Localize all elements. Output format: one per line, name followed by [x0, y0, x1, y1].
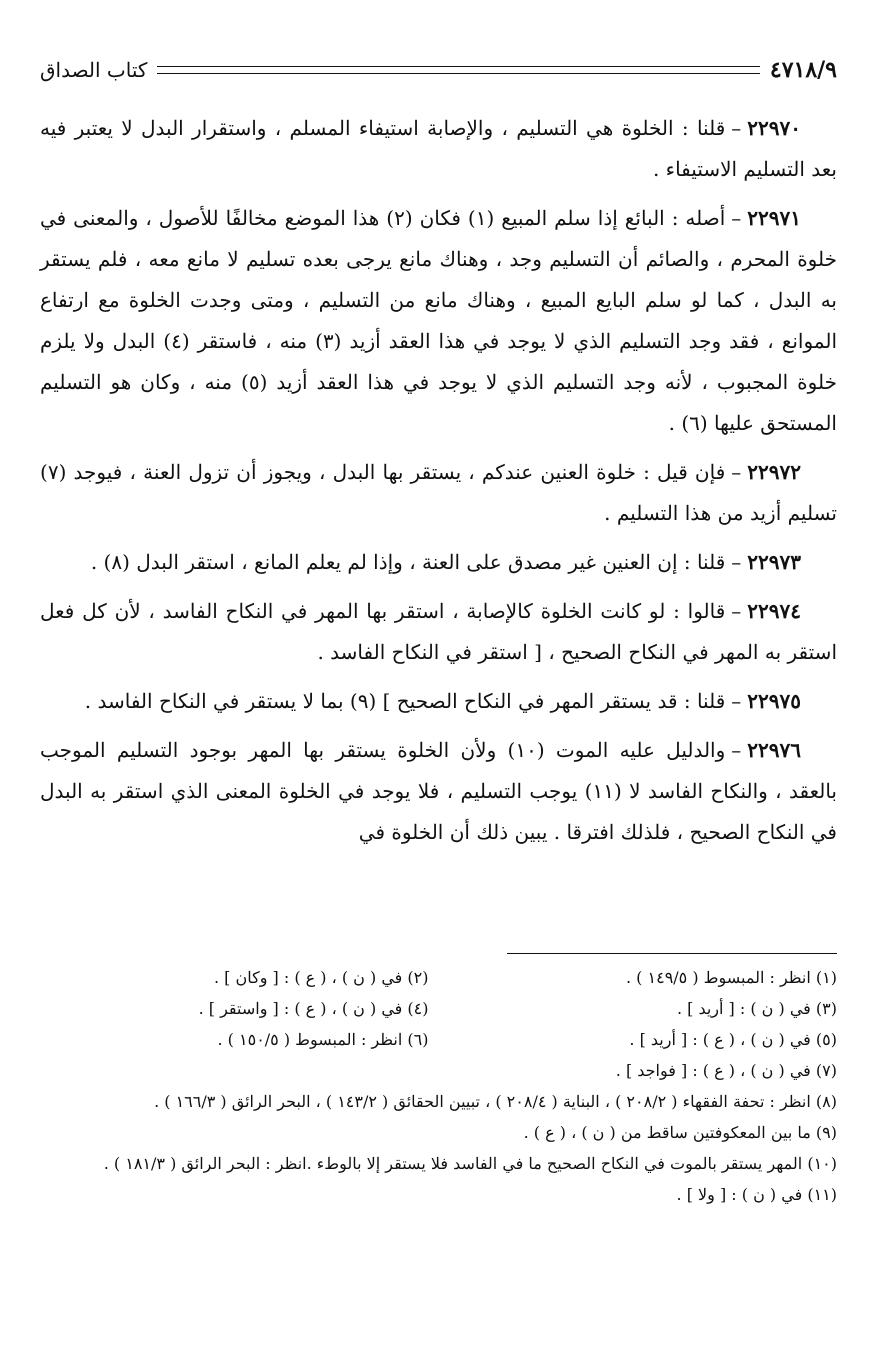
paragraph-text: قلنا : إن العنين غير مصدق على العنة ، وإذا لم يعلم المانع ، استقر البدل (٨) . [90, 550, 726, 574]
footnote: (٨) انظر : تحفة الفقهاء ( ٢٠٨/٢ ) ، البناية ( ٢٠٨/٤ ) ، تبيين الحقائق ( ١٤٣/٢ ) ، البحر الرائق ( ١٦٦/٣ ) . [154, 1092, 837, 1111]
footnote: (٧) في ( ن ) ، ( ع ) : [ فواجد ] . [615, 1061, 837, 1080]
header-rule [157, 66, 759, 74]
footnote: (٦) انظر : المبسوط ( ١٥٠/٥ ) . [217, 1030, 429, 1049]
paragraph-text: والدليل عليه الموت (١٠) ولأن الخلوة يستقر بها المهر بوجود التسليم الموجب بالعقد ، والنكاح الفاسد لا (١١) يوجب التسليم ، فلا يوجد في الخلوة المعنى الذي استقر به البدل في النكاح الصحيح ، فلذلك افترقا . يبين ذلك أن الخلوة في [40, 738, 838, 844]
paragraph-text: أصله : البائع إذا سلم المبيع (١) فكان (٢) هذا الموضع مخالفًا للأصول ، والمعنى في خلوة المحرم ، والصائم أن التسليم وجد ، وهناك مانع يرجى بعده تسليم لا مانع معه ، فلم يستقر به البدل ، كما لو سلم البايع المبيع ، وهناك مانع من التسليم ، ومتى وجدت الخلوة مع ارتفاع الموانع ، فقد وجد التسليم الذي لا يوجد في هذا العقد أزيد (٣) منه ، فاستقر (٤) البدل ولا يلزم خلوة المجبوب ، لأنه وجد التسليم الذي لا يوجد في هذا العقد أزيد (٥) منه ، وكان هو التسليم المستحق عليها (٦) . [40, 206, 838, 435]
paragraph-text: فإن قيل : خلوة العنين عندكم ، يستقر بها البدل ، ويجوز أن تزول العنة ، فيوجد (٧) تسليم أزيد من هذا التسليم . [40, 460, 837, 525]
footnotes-grid [40, 962, 837, 1086]
footnote-separator [507, 953, 837, 954]
footnote: (٥) في ( ن ) ، ( ع ) : [ أريد ] . [629, 1030, 837, 1049]
paragraph-text: قلنا : قد يستقر المهر في النكاح الصحيح ] (٩) بما لا يستقر في النكاح الفاسد . [84, 689, 726, 713]
footnote: (١) انظر : المبسوط ( ١٤٩/٥ ) . [626, 968, 837, 987]
page-number: ٤٧١٨/٩ [769, 57, 837, 83]
paragraph-number: ٢٢٩٧٤ [747, 599, 801, 623]
paragraph: ٢٢٩٧١–أصله : البائع إذا سلم المبيع (١) فكان (٢) هذا الموضع مخالفًا للأصول ، والمعنى في خلوة المحرم ، والصائم أن التسليم وجد ، وهناك مانع يرجى بعده تسليم لا مانع معه ، فلم يستقر به البدل ، كما لو سلم البايع المبيع ، وهناك مانع من التسليم ، ومتى وجدت الخلوة مع ارتفاع الموانع ، فقد وجد التسليم الذي لا يوجد في هذا العقد أزيد (٣) منه ، فاستقر (٤) البدل ولا يلزم خلوة المجبوب ، لأنه وجد التسليم الذي لا يوجد في هذا العقد أزيد (٥) منه ، وكان هو التسليم المستحق عليها (٦) . [40, 206, 838, 435]
paragraph-number: ٢٢٩٧٦ [747, 738, 801, 762]
footnotes [40, 962, 837, 1210]
main-text [40, 108, 837, 861]
paragraph-number: ٢٢٩٧١ [747, 206, 801, 230]
footnote: (١٠) المهر يستقر بالموت في النكاح الصحيح ما في الفاسد فلا يستقر إلا بالوطء .انظر : البحر الرائق ( ١٨١/٣ ) . [103, 1154, 837, 1173]
paragraph: ٢٢٩٧٣–قلنا : إن العنين غير مصدق على العنة ، وإذا لم يعلم المانع ، استقر البدل (٨) . [90, 550, 801, 574]
paragraph: ٢٢٩٧٥–قلنا : قد يستقر المهر في النكاح الصحيح ] (٩) بما لا يستقر في النكاح الفاسد . [84, 689, 801, 713]
paragraph-text: قالوا : لو كانت الخلوة كالإصابة ، استقر بها المهر في النكاح الفاسد ، لأن كل فعل استقر به المهر في النكاح الصحيح ، [ استقر في النكاح الفاسد . [40, 599, 837, 664]
paragraph: ٢٢٩٧٤–قالوا : لو كانت الخلوة كالإصابة ، استقر بها المهر في النكاح الفاسد ، لأن كل فعل استقر به المهر في النكاح الصحيح ، [ استقر في النكاح الفاسد . [40, 599, 837, 664]
footnote [40, 1055, 429, 1086]
book-title: كتاب الصداق [40, 58, 148, 82]
footnote: (٤) في ( ن ) ، ( ع ) : [ واستقر ] . [198, 999, 429, 1018]
footnote: (٩) ما بين المعكوفتين ساقط من ( ن ) ، ( ع ) . [523, 1123, 837, 1142]
paragraph-number: ٢٢٩٧٢ [747, 460, 801, 484]
footnote: (١١) في ( ن ) : [ ولا ] . [676, 1185, 837, 1204]
paragraph: ٢٢٩٧٠–قلنا : الخلوة هي التسليم ، والإصابة استيفاء المسلم ، واستقرار البدل لا يعتبر فيه بعد التسليم الاستيفاء . [40, 116, 837, 181]
page-header [40, 50, 837, 90]
footnote: (٢) في ( ن ) ، ( ع ) : [ وكان ] . [213, 968, 429, 987]
paragraph: ٢٢٩٧٦–والدليل عليه الموت (١٠) ولأن الخلوة يستقر بها المهر بوجود التسليم الموجب بالعقد ، والنكاح الفاسد لا (١١) يوجب التسليم ، فلا يوجد في الخلوة المعنى الذي استقر به البدل في النكاح الصحيح ، فلذلك افترقا . يبين ذلك أن الخلوة في [40, 738, 838, 844]
paragraph-number: ٢٢٩٧٥ [747, 689, 801, 713]
paragraph: ٢٢٩٧٢–فإن قيل : خلوة العنين عندكم ، يستقر بها البدل ، ويجوز أن تزول العنة ، فيوجد (٧) تسليم أزيد من هذا التسليم . [40, 460, 837, 525]
paragraph-text: قلنا : الخلوة هي التسليم ، والإصابة استيفاء المسلم ، واستقرار البدل لا يعتبر فيه بعد التسليم الاستيفاء . [40, 116, 837, 181]
paragraph-number: ٢٢٩٧٠ [747, 116, 801, 140]
paragraph-number: ٢٢٩٧٣ [747, 550, 801, 574]
footnote: (٣) في ( ن ) : [ أريد ] . [676, 999, 837, 1018]
